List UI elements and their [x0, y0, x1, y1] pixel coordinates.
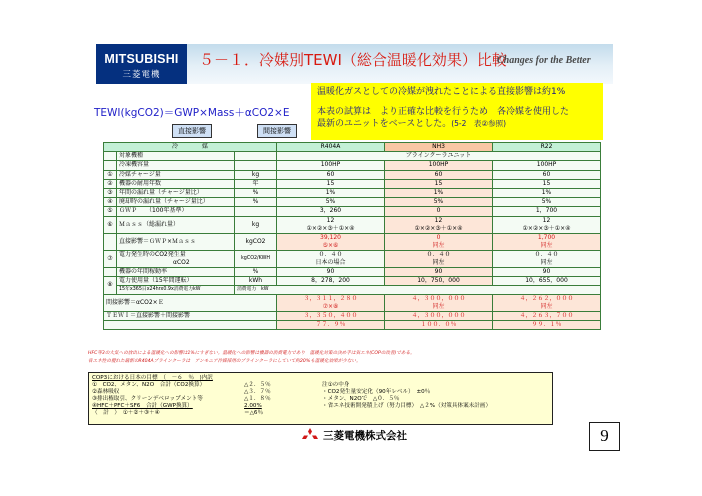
cop3-row — [92, 389, 549, 396]
value-r404a: 90 — [277, 267, 385, 276]
value-nh3: 100HP — [385, 161, 493, 170]
value-r404a: 100HP — [277, 161, 385, 170]
row-label: 廃却時の漏れ量（チャージ量比） — [117, 198, 235, 207]
value-nh3 — [385, 250, 493, 267]
row-merged: ブラインクーラユニット — [277, 152, 601, 161]
row-number: ① — [104, 170, 117, 179]
value-r22 — [493, 250, 601, 267]
cell-top: 12 — [542, 216, 551, 224]
value-r22: ４，２６３，７００ — [493, 312, 601, 321]
row-number: ② — [104, 179, 117, 188]
footnote-1: HFC等3の大気への放出による温暖化への影響は1%にすぎない。温暖化への影響は機器の消費電力であり 温暖化対策の決め手は省エネ(COPの改善)である。 — [88, 351, 415, 356]
cop3-item: ④HFC＋PFC＋SF6 合計（GWP換算） — [92, 402, 193, 409]
cop3-item: ③排出権取引、クリーンデベロップメント等 — [92, 395, 203, 402]
cop3-item: ②森林吸収 — [92, 388, 120, 395]
table-row — [104, 216, 601, 233]
row-label: 15年x365日x24hrx0.9x消費電力kW — [117, 285, 235, 294]
value-r22 — [493, 233, 601, 250]
table-row — [104, 276, 601, 285]
cop3-row — [92, 382, 549, 389]
row-unit: kWh — [235, 276, 277, 285]
cop3-target-box — [88, 372, 553, 425]
cell-bottom: 日本の場合 — [315, 258, 346, 266]
value-r404a: 3，260 — [277, 207, 385, 216]
row-label — [104, 321, 277, 330]
cop3-row — [92, 403, 549, 410]
row-number: ⑧ — [104, 276, 117, 294]
value-r22: 1% — [493, 188, 601, 197]
table-row — [104, 188, 601, 197]
cop3-value: ＝△6％ — [244, 409, 264, 416]
row-label: Ｍａｓｓ（総漏れ量） — [117, 216, 235, 233]
row-unit: kgCO2/KWH — [235, 250, 277, 267]
value-r404a: 8，278，200 — [277, 276, 385, 285]
cop3-row — [92, 410, 549, 417]
value-nh3: 90 — [385, 267, 493, 276]
value-r22 — [493, 216, 601, 233]
tewi-table — [103, 142, 601, 330]
row-label: 電力使用量（15年間運転） — [117, 276, 235, 285]
value-r404a: 5% — [277, 198, 385, 207]
cop3-value: △２．５％ — [244, 381, 271, 388]
row-unit — [235, 152, 277, 161]
row-label: 間接影響＝αCO2×Ｅ — [104, 295, 277, 312]
footer-logo — [302, 428, 407, 443]
cell-bottom: 同左 — [540, 241, 553, 249]
row-label: 直接影響＝ＧＷＰ×Ｍａｓｓ — [117, 233, 235, 250]
cop3-value: △１．８％ — [244, 395, 271, 402]
cell-bottom: 同左 — [540, 258, 553, 266]
cell-top: ４，３００，０００ — [411, 295, 466, 303]
row-label: 対象機種 — [117, 152, 235, 161]
cop3-row — [92, 396, 549, 403]
cop3-note: ・省エネ技術開発積上げ（努力目標） △２%（対策具体案未計画） — [322, 402, 492, 409]
tewi-formula: TEWI(kgCO2)＝GWP×Mass＋αCO2×E — [94, 107, 290, 119]
row-unit — [235, 161, 277, 170]
cell-bottom: 同左 — [540, 303, 553, 311]
row-unit: % — [235, 267, 277, 276]
row-unit: kgCO2 — [235, 233, 277, 250]
row-label: 年間の漏れ量（チャージ量比） — [117, 188, 235, 197]
table-row — [104, 250, 601, 267]
cell-top: 12 — [326, 216, 335, 224]
tagline: Changes for the Better — [497, 55, 591, 66]
logo-english: MITSUBISHI — [104, 52, 179, 66]
row-label: 冷媒チャージ量 — [117, 170, 235, 179]
cell-top: 1,700 — [537, 233, 556, 241]
table-row — [104, 179, 601, 188]
cop3-item: ① CO2、メタン、N2O 合計（CO2換算） — [92, 381, 206, 388]
footnote-2: 省エネ性の優れた最新のR404Aブラインクーラは アンモニア冷媒採用のブラインクーラにしていて約20%も温暖化効果が少ない。 — [88, 359, 361, 364]
value-r22: 10，655，000 — [493, 276, 601, 285]
row-label-line: αCO2 — [173, 258, 190, 266]
row-unit: 消費電力 kW — [235, 285, 601, 294]
indirect-effect-tag: 間接影響 — [257, 124, 297, 138]
value-r404a — [277, 233, 385, 250]
cell-top: ０．４０ — [318, 250, 343, 258]
cell-bottom: ⑤×⑥ — [322, 241, 339, 249]
cop3-note: ・メタン、N2Oで △０．５％ — [322, 395, 400, 402]
col-r22: R22 — [493, 143, 601, 152]
table-row — [104, 198, 601, 207]
slide-title: ５－１．冷媒別TEWI（総合温暖化効果）比較 — [199, 51, 507, 69]
cell-top: ０．４０ — [426, 250, 451, 258]
cop3-note: 注①の中身 — [322, 381, 350, 388]
col-nh3: NH3 — [385, 143, 493, 152]
cell-bottom: ①×②×③＋①×④ — [306, 224, 355, 232]
cop3-value: △３．７％ — [244, 388, 271, 395]
row-label-line: 電力発生時のCO2発生量 — [119, 250, 186, 258]
row-number: ⑥ — [104, 216, 117, 233]
row-number — [104, 233, 117, 250]
table-row — [104, 233, 601, 250]
row-unit: kg — [235, 216, 277, 233]
cell-bottom: ①×②×③＋①×④ — [522, 224, 571, 232]
cell-top: ０．４０ — [534, 250, 559, 258]
table-row — [104, 285, 601, 294]
value-nh3: １００．０％ — [385, 321, 493, 330]
value-nh3: ４，３００，０００ — [385, 312, 493, 321]
row-number — [104, 152, 117, 161]
value-r404a: 15 — [277, 179, 385, 188]
page-number: 9 — [589, 422, 620, 451]
value-nh3 — [385, 233, 493, 250]
cell-top: 12 — [434, 216, 443, 224]
row-unit — [235, 207, 277, 216]
col-r404a: R404A — [277, 143, 385, 152]
mitsubishi-logo — [96, 44, 187, 84]
row-number: ③ — [104, 188, 117, 197]
table-row — [104, 161, 601, 170]
row-number: ④ — [104, 198, 117, 207]
cell-bottom: 同左 — [432, 303, 445, 311]
row-number: ⑤ — [104, 207, 117, 216]
value-r404a — [277, 216, 385, 233]
row-label: ＧＷＰ （100年基準） — [117, 207, 235, 216]
row-label: 機器の年間稼動率 — [117, 267, 235, 276]
row-number — [104, 161, 117, 170]
table-row — [104, 295, 601, 312]
cell-bottom: ⑦×⑧ — [322, 303, 339, 311]
table-row — [104, 152, 601, 161]
value-r22: 5% — [493, 198, 601, 207]
value-r404a: 60 — [277, 170, 385, 179]
summary-note — [311, 83, 603, 140]
refrigerant-header: 冷 媒 — [104, 143, 277, 152]
note-line-3b: (5-2 表②参照) — [451, 119, 507, 128]
cell-top: ３，３１１，２８０ — [303, 295, 358, 303]
value-nh3 — [385, 216, 493, 233]
row-unit: 年 — [235, 179, 277, 188]
cell-bottom: 同左 — [432, 258, 445, 266]
value-r22: 100HP — [493, 161, 601, 170]
value-nh3: 5% — [385, 198, 493, 207]
value-r22: 60 — [493, 170, 601, 179]
direct-effect-tag: 直接影響 — [172, 124, 212, 138]
value-r404a: 1% — [277, 188, 385, 197]
value-nh3: 1% — [385, 188, 493, 197]
table-row — [104, 312, 601, 321]
note-line-2: 本表の試算は より正確な比較を行うため 各冷媒を使用した — [317, 106, 570, 117]
cell-bottom: ①×②×③＋①×④ — [414, 224, 463, 232]
cop3-item: （ 計 ） ①＋②＋③＋④ — [92, 409, 160, 416]
note-line-3a: 最新のユニットをベースとした。 — [317, 119, 452, 129]
note-line-1: 温暖化ガスとしての冷媒が洩れたことによる直接影響は約1% — [317, 87, 566, 97]
row-unit: % — [235, 188, 277, 197]
table-row — [104, 321, 601, 330]
row-label — [117, 250, 235, 267]
table-row — [104, 267, 601, 276]
row-label: 冷凍機容量 — [117, 161, 235, 170]
value-nh3: 10，750，000 — [385, 276, 493, 285]
cell-top: ４，２６２，０００ — [519, 295, 574, 303]
row-number: ⑦ — [104, 250, 117, 267]
value-r404a: ３，３５０，４００ — [277, 312, 385, 321]
table-row — [104, 207, 601, 216]
cell-top: 39,120 — [320, 233, 341, 241]
value-r22: 1，700 — [493, 207, 601, 216]
row-unit: kg — [235, 170, 277, 179]
value-r22: ９９．１％ — [493, 321, 601, 330]
cell-bottom: 同左 — [432, 241, 445, 249]
value-r22 — [493, 295, 601, 312]
table-row — [104, 170, 601, 179]
value-r404a — [277, 295, 385, 312]
row-label: ＴＥＷＩ＝直接影響＋間接影響 — [104, 312, 277, 321]
cop3-value: 2.00% — [244, 402, 262, 409]
logo-japanese: 三菱電機 — [122, 70, 161, 80]
note-line-3 — [317, 118, 597, 131]
row-unit: % — [235, 198, 277, 207]
value-nh3 — [385, 295, 493, 312]
value-r404a: ７７．９％ — [277, 321, 385, 330]
row-label: 機器の耐用年数 — [117, 179, 235, 188]
company-name: 三菱電機株式会社 — [323, 430, 407, 442]
value-nh3: 15 — [385, 179, 493, 188]
value-nh3: 0 — [385, 207, 493, 216]
value-r22: 15 — [493, 179, 601, 188]
cop3-heading: COP3における日本の目標 （ －６ ％ )内訳 — [92, 375, 213, 381]
value-r404a — [277, 250, 385, 267]
cop3-note: ・CO2発生量安定化（90年レベル） ±0％ — [322, 388, 431, 395]
three-diamonds-icon — [302, 428, 318, 443]
cell-top: 0 — [436, 233, 441, 241]
value-nh3: 60 — [385, 170, 493, 179]
row-number — [104, 267, 117, 276]
value-r22: 90 — [493, 267, 601, 276]
